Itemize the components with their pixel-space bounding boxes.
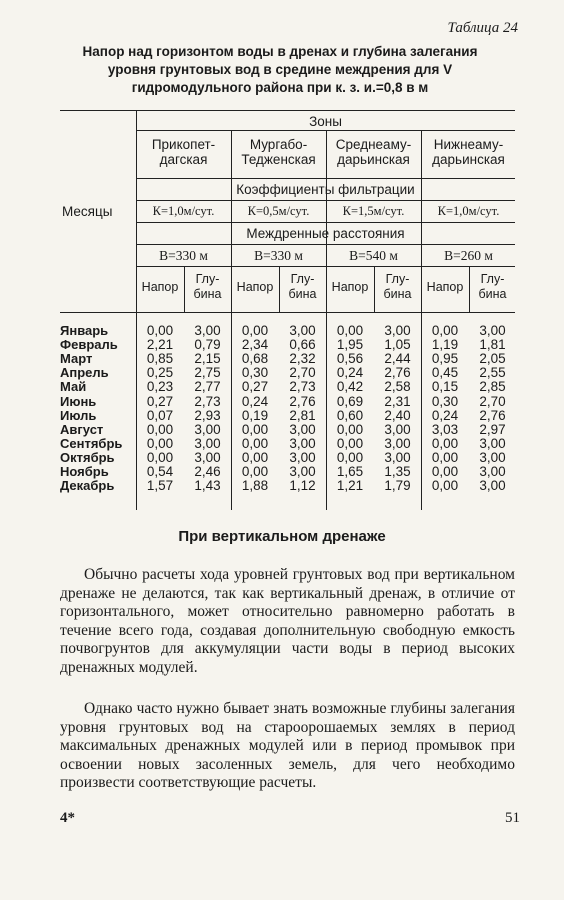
- napor-value: 0,00: [336, 449, 364, 465]
- napor-value: 0,54: [146, 464, 174, 479]
- glubina-value: 3,00: [194, 323, 221, 338]
- glubina-value: 3,00: [289, 323, 316, 338]
- glubina-value: 2,76: [479, 407, 506, 423]
- napor-value: 0,00: [431, 464, 459, 479]
- napor-value: 0,45: [431, 365, 459, 381]
- glubina-value: 2,31: [384, 393, 411, 409]
- filtration-header: Коэффициенты фильтрации: [236, 182, 415, 197]
- glubina-value: 2,44: [384, 351, 411, 367]
- glubina-value: 3,00: [479, 323, 506, 338]
- month-label: Июнь: [60, 393, 97, 409]
- glubina-value: 2,93: [194, 407, 221, 423]
- napor-value: 0,00: [431, 449, 459, 465]
- glubina-value: 3,00: [289, 435, 316, 451]
- napor-value: 1,19: [431, 337, 459, 353]
- glubina-value: 2,81: [289, 407, 316, 423]
- glubina-value: 0,79: [194, 337, 221, 353]
- glubina-value: 3,00: [194, 449, 221, 465]
- glubina-value: 2,77: [194, 379, 221, 395]
- glubina-line: Глу-: [385, 272, 410, 286]
- zone-header: [136, 137, 231, 167]
- month-label: Август: [60, 421, 104, 437]
- napor-value: 1,95: [336, 337, 364, 353]
- glubina-value: 2,55: [479, 365, 506, 381]
- napor-value: 2,34: [241, 337, 269, 353]
- zone-line: дагская: [159, 152, 208, 167]
- month-label: Ноябрь: [60, 464, 109, 479]
- glubina-value: 1,43: [194, 478, 221, 494]
- napor-value: 0,23: [146, 379, 174, 395]
- napor-value: 0,30: [241, 365, 269, 381]
- zone-line: Нижнеаму-: [433, 137, 504, 152]
- glubina-line: Глу-: [195, 272, 220, 286]
- glubina-value: 2,85: [479, 379, 506, 395]
- napor-value: 0,00: [146, 323, 174, 338]
- napor-value: 0,95: [431, 351, 459, 367]
- month-label: Сентябрь: [60, 435, 123, 451]
- glubina-line: бина: [288, 287, 317, 301]
- glubina-value: 2,75: [194, 365, 221, 381]
- napor-value: 0,25: [146, 365, 174, 381]
- glubina-value: 2,73: [289, 379, 316, 395]
- zones-header: Зоны: [309, 114, 342, 129]
- zone-header: [326, 137, 421, 167]
- napor-value: 0,15: [431, 379, 459, 395]
- paragraph: Обычно расчеты хода уровней грунтовых вод при вертикальном дренаже не делаются, так как вертикальный дренаж, в отличие от горизонтального, может относительно равномерно работать в течение всего года, создавая дополнительную свободную емкость почвогрунтов для аккумуляции части воды в период высоких дренажных модулей.: [60, 566, 515, 676]
- glubina-line: Глу-: [480, 272, 505, 286]
- glubina-header: [279, 272, 326, 302]
- month-label: Апрель: [60, 365, 109, 381]
- month-label: Июль: [60, 407, 97, 423]
- glubina-value: 2,58: [384, 379, 411, 395]
- months-header: Месяцы: [62, 204, 113, 219]
- glubina-value: 3,00: [289, 464, 316, 479]
- napor-value: 0,00: [431, 478, 459, 494]
- filtration-value: К=0,5м/сут.: [247, 204, 310, 218]
- napor-value: 0,30: [431, 393, 459, 409]
- filtration-value: К=1,0м/сут.: [152, 204, 215, 218]
- glubina-value: 3,00: [384, 449, 411, 465]
- napor-value: 0,69: [336, 393, 364, 409]
- napor-value: 1,88: [241, 478, 269, 494]
- zone-header: [421, 137, 516, 167]
- glubina-value: 3,00: [384, 421, 411, 437]
- napor-value: 0,00: [431, 435, 459, 451]
- glubina-line: бина: [193, 287, 222, 301]
- spacing-value: В=540 м: [349, 248, 398, 263]
- napor-value: 0,00: [241, 435, 269, 451]
- glubina-value: 2,05: [479, 351, 506, 367]
- table-number: Таблица 24: [447, 20, 518, 36]
- glubina-header: [374, 272, 421, 302]
- napor-value: 0,60: [336, 407, 364, 423]
- glubina-value: 1,05: [384, 337, 411, 353]
- napor-value: 0,00: [336, 435, 364, 451]
- napor-value: 0,42: [336, 379, 364, 395]
- glubina-line: бина: [383, 287, 412, 301]
- glubina-value: 3,00: [479, 464, 506, 479]
- glubina-value: 1,35: [384, 464, 411, 479]
- glubina-value: 3,00: [289, 421, 316, 437]
- month-label: Декабрь: [60, 478, 115, 494]
- glubina-value: 2,76: [384, 365, 411, 381]
- napor-value: 1,65: [336, 464, 364, 479]
- caption-line: Напор над горизонтом воды в дренах и глубина залегания: [82, 44, 478, 59]
- glubina-value: 2,70: [479, 393, 506, 409]
- glubina-value: 3,00: [194, 421, 221, 437]
- napor-value: 0,00: [146, 435, 174, 451]
- glubina-value: 2,40: [384, 407, 411, 423]
- napor-value: 0,85: [146, 351, 174, 367]
- month-label: Февраль: [60, 337, 118, 353]
- caption-line: уровня грунтовых вод в средине междрения для V: [107, 62, 453, 77]
- napor-value: 2,21: [146, 337, 174, 353]
- glubina-value: 2,70: [289, 365, 316, 381]
- month-label: Май: [60, 379, 87, 395]
- glubina-value: 1,81: [479, 337, 506, 353]
- napor-value: 0,24: [336, 365, 364, 381]
- spacing-header: Междренные расстояния: [246, 226, 405, 241]
- glubina-value: 0,66: [289, 337, 316, 353]
- napor-value: 3,03: [431, 421, 459, 437]
- glubina-header: [469, 272, 516, 302]
- glubina-value: 2,97: [479, 421, 506, 437]
- caption-line: гидромодульного района при к. з. и.=0,8 в м: [131, 80, 429, 95]
- napor-value: 0,27: [241, 379, 269, 395]
- napor-header: Напор: [426, 280, 464, 294]
- napor-header: Напор: [331, 280, 369, 294]
- glubina-value: 3,00: [289, 449, 316, 465]
- napor-value: 1,57: [146, 478, 174, 494]
- filtration-value: К=1,5м/сут.: [342, 204, 405, 218]
- glubina-value: 3,00: [479, 435, 506, 451]
- napor-value: 0,00: [241, 421, 269, 437]
- glubina-header: [184, 272, 231, 302]
- month-label: Март: [60, 351, 93, 367]
- glubina-line: Глу-: [290, 272, 315, 286]
- glubina-value: 2,76: [289, 393, 316, 409]
- napor-value: 0,00: [431, 323, 459, 338]
- glubina-line: бина: [478, 287, 507, 301]
- spacing-value: В=330 м: [254, 248, 303, 263]
- glubina-value: 3,00: [194, 435, 221, 451]
- napor-value: 0,00: [241, 449, 269, 465]
- zone-line: дарьинская: [337, 152, 410, 167]
- glubina-value: 2,73: [194, 393, 221, 409]
- glubina-value: 2,32: [289, 351, 316, 367]
- zone-header: [231, 137, 326, 167]
- section-heading: При вертикальном дренаже: [178, 528, 386, 545]
- napor-value: 0,07: [146, 407, 174, 423]
- zone-line: дарьинская: [432, 152, 505, 167]
- zone-line: Среднеаму-: [335, 137, 412, 152]
- napor-value: 0,68: [241, 351, 269, 367]
- napor-value: 0,00: [146, 421, 174, 437]
- glubina-value: 1,12: [289, 478, 316, 494]
- table-top-rule: [60, 110, 515, 111]
- napor-value: 0,24: [241, 393, 269, 409]
- napor-value: 0,00: [146, 449, 174, 465]
- filtration-value: К=1,0м/сут.: [437, 204, 500, 218]
- napor-value: 0,00: [241, 323, 269, 338]
- glubina-value: 2,15: [194, 351, 221, 367]
- spacing-value: В=330 м: [159, 248, 208, 263]
- napor-value: 0,19: [241, 407, 269, 423]
- napor-value: 0,00: [241, 464, 269, 479]
- spacing-value: В=260 м: [444, 248, 493, 263]
- signature-mark: 4*: [60, 810, 75, 826]
- glubina-value: 1,79: [384, 478, 411, 494]
- napor-value: 0,27: [146, 393, 174, 409]
- glubina-value: 3,00: [479, 478, 506, 494]
- zone-line: Тедженская: [241, 152, 316, 167]
- glubina-value: 2,46: [194, 464, 221, 479]
- month-label: Октябрь: [60, 449, 115, 465]
- napor-value: 1,21: [336, 478, 364, 494]
- glubina-value: 3,00: [384, 435, 411, 451]
- paragraph: Однако часто нужно бывает знать возможные глубины залегания уровня грунтовых вод на староорошаемых землях в период максимальных дренажных модулей или в период промывок при освоении новых засоленных земель, для чего необходимо произвести соответствующие расчеты.: [60, 700, 515, 791]
- glubina-value: 3,00: [384, 323, 411, 338]
- page-number: 51: [505, 810, 520, 826]
- napor-value: 0,00: [336, 421, 364, 437]
- zone-line: Прикопет-: [151, 137, 216, 152]
- napor-value: 0,56: [336, 351, 364, 367]
- napor-header: Напор: [236, 280, 274, 294]
- napor-header: Напор: [141, 280, 179, 294]
- napor-value: 0,00: [336, 323, 364, 338]
- header-bottom-rule: [60, 312, 515, 313]
- napor-value: 0,24: [431, 407, 459, 423]
- glubina-value: 3,00: [479, 449, 506, 465]
- month-label: Январь: [60, 323, 109, 338]
- zone-line: Мургабо-: [249, 137, 308, 152]
